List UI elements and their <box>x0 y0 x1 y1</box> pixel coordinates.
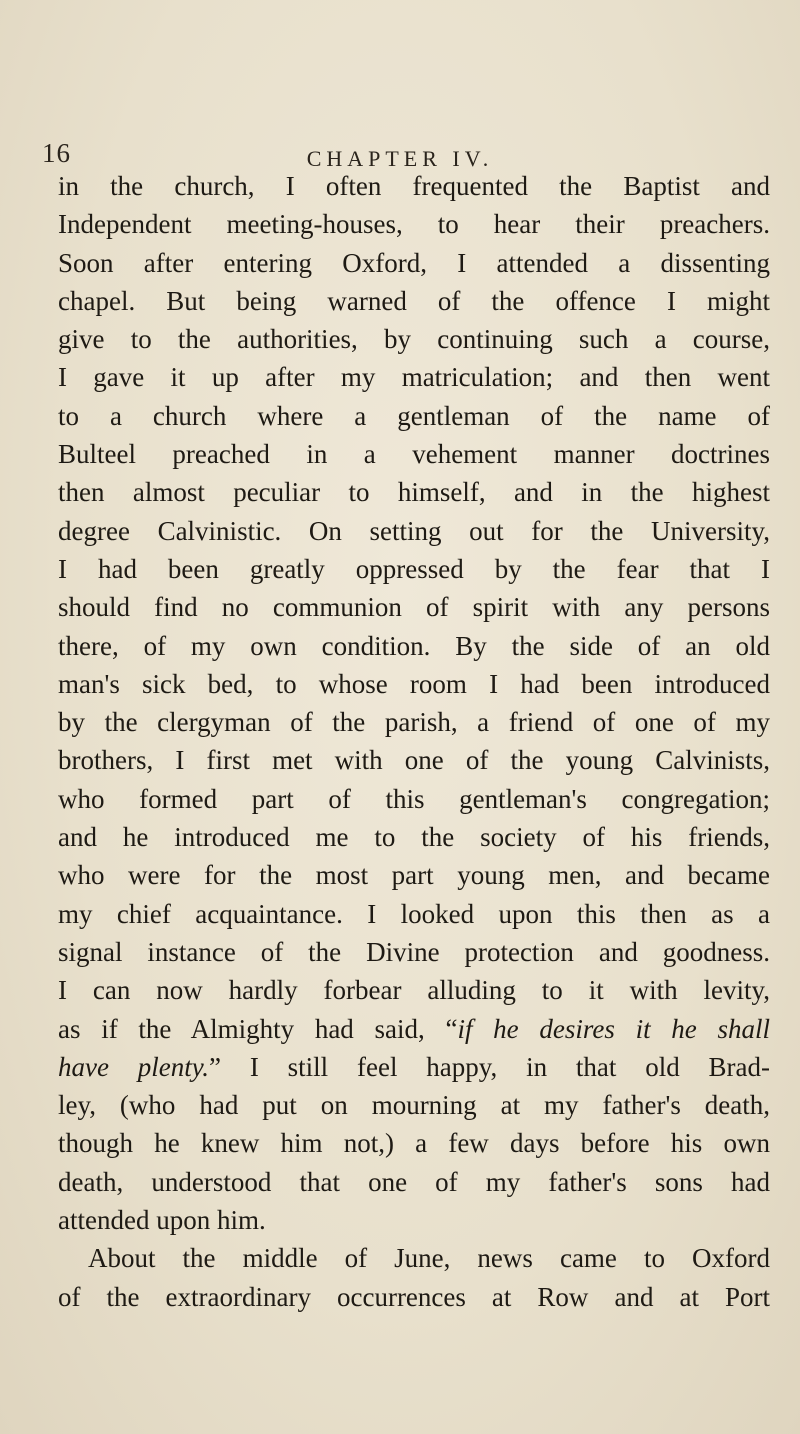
text-segment: as if the Almighty had said, “ <box>58 1013 458 1044</box>
text-segment: ” I still feel happy, in that old Brad- <box>209 1051 770 1082</box>
text-line: ley, (who had put on mourning at my father's death, <box>58 1090 770 1121</box>
text-line: who formed part of this gentleman's congregation; <box>58 783 770 814</box>
text-line: who were for the most part young men, and became <box>58 860 770 891</box>
text-line: by the clergyman of the parish, a friend of one of my <box>58 707 770 738</box>
text-line: give to the authorities, by continuing such a course, <box>58 324 770 355</box>
running-head: CHAPTER IV. <box>306 146 494 171</box>
page-number: 16 <box>42 138 71 168</box>
text-line: Soon after entering Oxford, I attended a dissenting <box>58 247 770 278</box>
text-line: of the extraordinary occurrences at Row and at Port <box>58 1281 770 1312</box>
text-line: my chief acquaintance. I looked upon this then as a <box>58 898 770 929</box>
text-line: signal instance of the Divine protection and goodness. <box>58 936 770 967</box>
text-line: attended upon him. <box>58 1205 266 1236</box>
text-line: I can now hardly forbear alluding to it with levity, <box>58 975 770 1006</box>
text-line: brothers, I first met with one of the young Calvinists, <box>58 745 770 776</box>
text-line: I had been greatly oppressed by the fear that I <box>58 553 770 584</box>
text-line: degree Calvinistic. On setting out for the University, <box>58 515 770 546</box>
italic-quote: if he desires it he shall <box>457 1013 770 1044</box>
text-line: then almost peculiar to himself, and in the highest <box>58 477 770 508</box>
text-line: there, of my own condition. By the side of an old <box>58 630 770 661</box>
text-line: death, understood that one of my father's sons had <box>58 1166 770 1197</box>
italic-quote: have plenty. <box>58 1051 210 1082</box>
text-line: I gave it up after my matriculation; and then went <box>58 362 770 393</box>
text-line: chapel. But being warned of the offence I might <box>58 285 770 316</box>
text-line: should find no communion of spirit with any persons <box>58 592 770 623</box>
text-line: to a church where a gentleman of the name of <box>58 400 770 431</box>
text-line: though he knew him not,) a few days before his own <box>58 1128 770 1159</box>
body-text <box>58 167 770 1316</box>
text-line: Bulteel preached in a vehement manner doctrines <box>58 439 770 470</box>
text-line: Independent meeting-houses, to hear their preachers. <box>58 209 770 240</box>
text-line <box>58 1048 770 1086</box>
text-line <box>58 1010 770 1048</box>
text-line: About the middle of June, news came to Oxford <box>88 1243 770 1274</box>
text-line: and he introduced me to the society of his friends, <box>58 822 770 853</box>
text-line: man's sick bed, to whose room I had been introduced <box>58 668 770 699</box>
text-line: in the church, I often frequented the Baptist and <box>58 171 770 201</box>
